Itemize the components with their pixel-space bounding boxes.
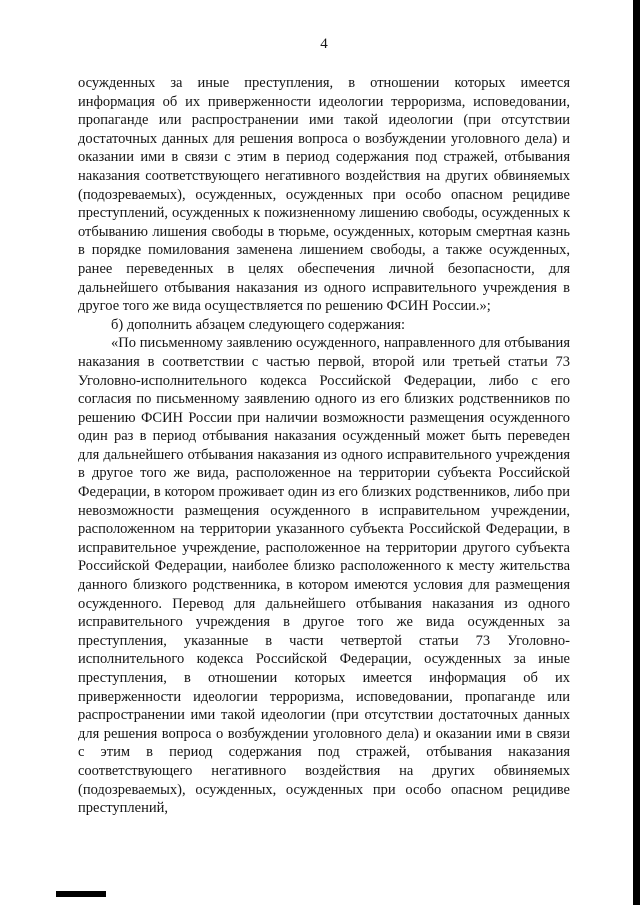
paragraph-continuation: осужденных за иные преступления, в отношении которых имеется информация об их приверженности идеологии терроризма, исповедовании, пропаганде или распространении ими такой идеологии (при отсутствии достаточных данных для решения вопроса о возбуждении уголовного дела) и оказании ими в связи с этим в период содержания под стражей, отбывания наказания соответствующего негативного воздействия на других обвиняемых (подозреваемых), осужденных, осужденных при особо опасном рецидиве преступлений, осужденных к пожизненному лишению свободы, осужденных к отбыванию лишения свободы в тюрьме, осужденных, которым смертная казнь в порядке помилования заменена лишением свободы, а также осужденных, ранее переведенных в целях обеспечения личной безопасности, для дальнейшего отбывания наказания из одного исправительного учреждения в другое того же вида осуществляется по решению ФСИН России.»; xyxy=(78,75,570,315)
paragraph-quoted-provision: «По письменному заявлению осужденного, направленного для отбывания наказания в соответствии с частью первой, второй или третьей статьи 73 Уголовно-исполнительного кодекса Российской Федерации, либо с его согласия по письменному заявлению одного из его близких родственников по решению ФСИН России при наличии возможности размещения осужденного один раз в период отбывания наказания осужденный может быть переведен для дальнейшего отбывания наказания из одного исправительного учреждения в другое того же вида, расположенное на территории субъекта Российской Федерации, в котором проживает один из его близких родственников, либо при невозможности размещения осужденного в исправительном учреждении, расположенном на территории указанного субъекта Российской Федерации, в исправительное учреждение, расположенное на территории другого субъекта Российской Федерации, наиболее близко расположенного к месту жительства данного близкого родственника, в котором имеются условия для размещения осужденного. Перевод для дальнейшего отбывания наказания из одного исправительного учреждения в другое того же вида осужденных за преступления, указанные в части четвертой статьи 73 Уголовно-исполнительного кодекса Российской Федерации, осужденных за иные преступления, в отношении которых имеется информация об их приверженности идеологии терроризма, исповедовании, пропаганде или распространении ими такой идеологии (при отсутствии достаточных данных для решения вопроса о возбуждении уголовного дела) и оказании ими в связи с этим в период содержания под стражей, отбывания наказания соответствующего негативного воздействия на других обвиняемых (подозреваемых), осужденных, осужденных при особо опасном рецидиве преступлений, xyxy=(78,335,570,817)
paragraph-subitem-b: б) дополнить абзацем следующего содержания: xyxy=(111,316,406,333)
page-number: 4 xyxy=(320,36,328,52)
document-body xyxy=(78,74,570,818)
scan-artifact-right-edge xyxy=(633,0,640,905)
scan-artifact-bottom-left xyxy=(56,891,106,897)
